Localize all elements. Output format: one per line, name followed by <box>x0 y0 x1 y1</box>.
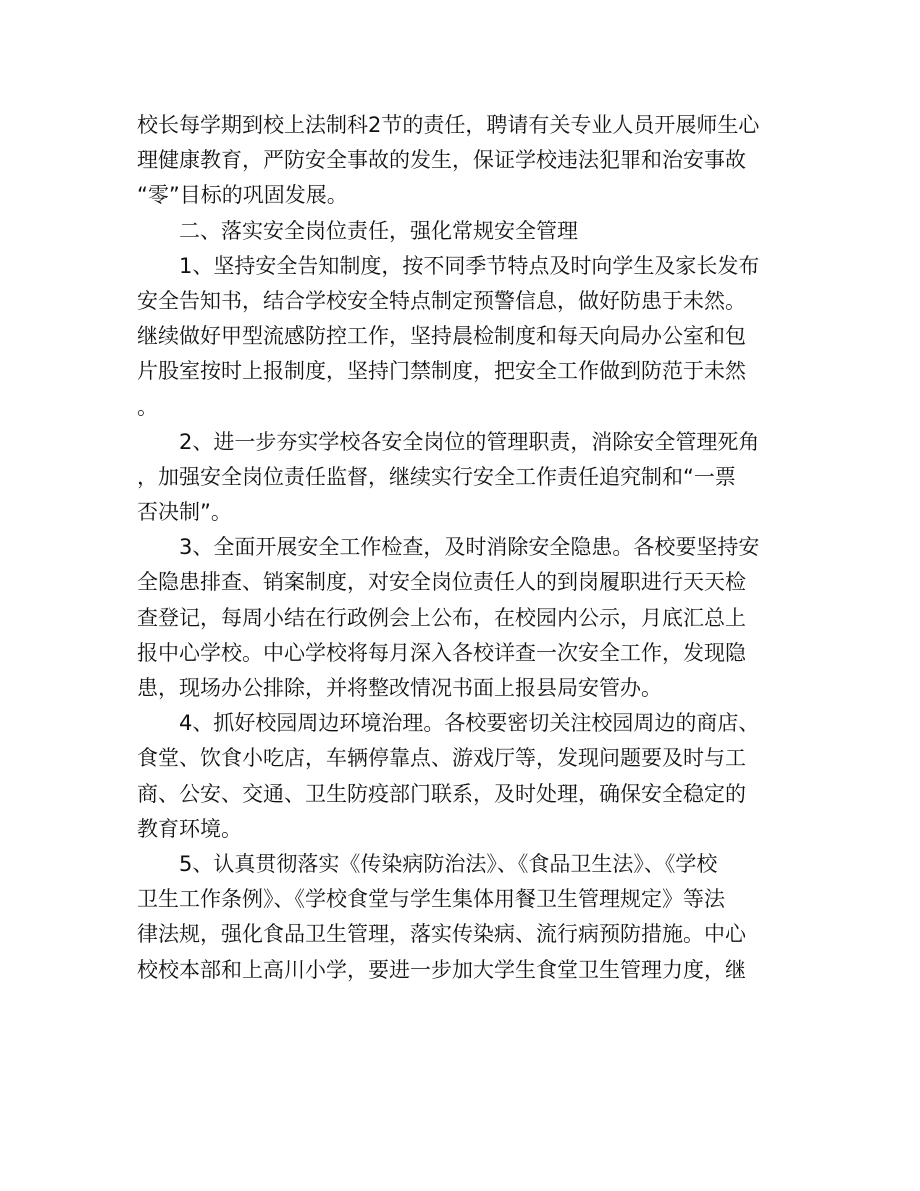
text-line: 查登记，每周小结在行政例会上公布，在校园内公示，月底汇总上 <box>137 605 746 630</box>
text-line: 报中心学校。中心学校将每月深入各校详查一次安全工作，发现隐 <box>137 640 746 665</box>
text-line: 安全告知书，结合学校安全特点制定预警信息，做好防患于未然。 <box>137 288 746 313</box>
text-line: 全隐患排查、销案制度，对安全岗位责任人的到岗履职进行天天检 <box>137 570 746 595</box>
text-line: 。 <box>137 394 158 419</box>
text-line: ，加强安全岗位责任监督，继续实行安全工作责任追究制和“一票 <box>137 464 736 489</box>
text-line: 4、抓好校园周边环境治理。各校要密切关注校园周边的商店、 <box>179 711 760 736</box>
text-line: 商、公安、交通、卫生防疫部门联系，及时处理，确保安全稳定的 <box>137 781 746 806</box>
text-line: 3、全面开展安全工作检查，及时消除安全隐患。各校要坚持安 <box>179 535 760 560</box>
text-line: 5、认真贯彻落实《传染病防治法》、《食品卫生法》、《学校 <box>179 851 718 876</box>
text-line: 教育环境。 <box>137 816 242 841</box>
text-line: 校长每学期到校上法制科2节的责任，聘请有关专业人员开展师生心 <box>137 113 760 137</box>
text-line: 否决制”。 <box>137 500 232 525</box>
text-line: “零”目标的巩固发展。 <box>137 183 348 208</box>
text-line: 片股室按时上报制度，坚持门禁制度，把安全工作做到防范于未然 <box>137 359 746 384</box>
text-line: 理健康教育，严防安全事故的发生，保证学校违法犯罪和治安事故 <box>137 148 746 173</box>
text-line: 1、坚持安全告知制度，按不同季节特点及时向学生及家长发布 <box>179 253 760 278</box>
section-heading: 二、落实安全岗位责任，强化常规安全管理 <box>179 218 578 243</box>
text-line: 卫生工作条例》、《学校食堂与学生集体用餐卫生管理规定》等法 <box>137 887 725 912</box>
text-line: 患，现场办公排除，并将整改情况书面上报县局安管办。 <box>137 676 662 700</box>
text-line: 校校本部和上高川小学，要进一步加大学生食堂卫生管理力度，继 <box>137 957 746 982</box>
document-body <box>137 108 787 988</box>
text-line: 律法规，强化食品卫生管理，落实传染病、流行病预防措施。中心 <box>137 922 746 947</box>
text-line: 食堂、饮食小吃店，车辆停靠点、游戏厅等，发现问题要及时与工 <box>137 746 746 771</box>
text-line: 2、进一步夯实学校各安全岗位的管理职责，消除安全管理死角 <box>179 429 760 454</box>
text-line: 继续做好甲型流感防控工作，坚持晨检制度和每天向局办公室和包 <box>137 324 746 349</box>
